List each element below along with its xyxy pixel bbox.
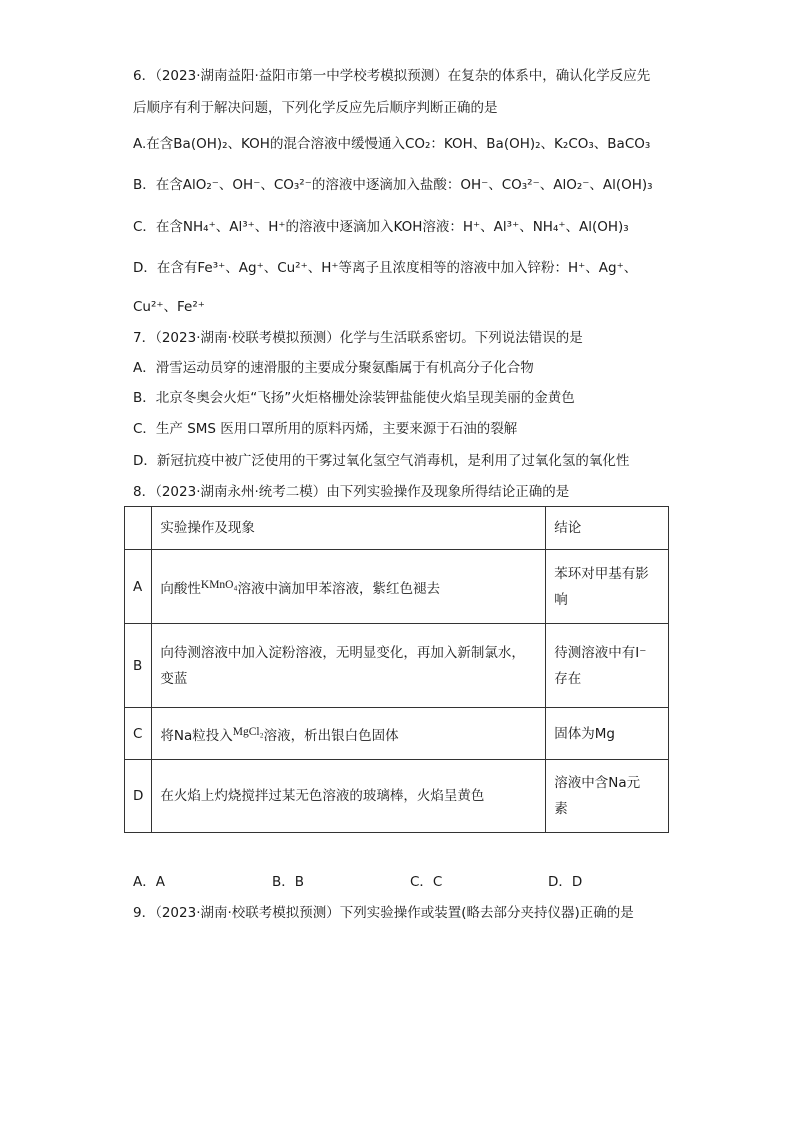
table-row	[125, 624, 669, 708]
q9-stem: 9．（2023·湖南·校联考模拟预测）下列实验操作或装置(略去部分夹持仪器)正确的是	[133, 905, 634, 921]
header-conclusion: 结论	[546, 507, 669, 550]
op-text-line-1: 向待测溶液中加入淀粉溶液，无明显变化，再加入新制氯水，	[160, 644, 525, 661]
q8-table	[124, 506, 669, 833]
row-conclusion	[546, 624, 669, 708]
q6-option-b: B．在含AlO₂⁻、OH⁻、CO₃²⁻的溶液中逐滴加入盐酸：OH⁻、CO₃²⁻、AlO₂⁻、Al(OH)₃	[133, 177, 653, 193]
table-row	[125, 550, 669, 624]
row-operation	[152, 624, 546, 708]
conclusion-line-1: 固体为Mg	[554, 725, 615, 742]
conclusion-line-2: 存在	[554, 670, 582, 687]
choice-d[interactable]: D．D	[548, 874, 583, 890]
q6-option-d-line-1: D．在含有Fe³⁺、Ag⁺、Cu²⁺、H⁺等离子且浓度相等的溶液中加入锌粉：H⁺、Ag⁺、	[133, 260, 638, 276]
table-row	[125, 760, 669, 833]
op-text-pre: 将Na粒投入	[160, 727, 233, 744]
row-operation	[152, 550, 546, 624]
table-header-row	[125, 507, 669, 550]
q6-option-c: C．在含NH₄⁺、Al³⁺、H⁺的溶液中逐滴加入KOH溶液：H⁺、Al³⁺、NH₄⁺、Al(OH)₃	[133, 219, 629, 235]
row-operation	[152, 708, 546, 760]
row-operation: 在火焰上灼烧搅拌过某无色溶液的玻璃棒，火焰呈黄色	[152, 760, 546, 833]
choice-a[interactable]: A．A	[133, 874, 165, 890]
q7-stem: 7．（2023·湖南·校联考模拟预测）化学与生活联系密切。下列说法错误的是	[133, 330, 583, 346]
q7-option-c: C．生产 SMS 医用口罩所用的原料丙烯，主要来源于石油的裂解	[133, 421, 518, 437]
op-formula: MgCl₂	[232, 725, 264, 738]
choice-c[interactable]: C．C	[410, 874, 443, 890]
row-label: C	[125, 708, 152, 760]
header-operation: 实验操作及现象	[152, 507, 546, 550]
conclusion-line-1: 苯环对甲基有影	[554, 565, 649, 582]
row-conclusion	[546, 550, 669, 624]
conclusion-line-2: 响	[554, 591, 568, 608]
op-text-post: 溶液中滴加甲苯溶液，紫红色褪去	[237, 580, 441, 597]
op-text-post: 溶液，析出银白色固体	[263, 727, 399, 744]
row-label: D	[125, 760, 152, 833]
q6-stem-line-1: 6．（2023·湖南益阳·益阳市第一中学校考模拟预测）在复杂的体系中，确认化学反应先	[133, 68, 651, 84]
conclusion-line-1: 待测溶液中有I⁻	[554, 644, 647, 661]
q7-option-b: B．北京冬奥会火炬“飞扬”火炬格栅处涂装钾盐能使火焰呈现美丽的金黄色	[133, 390, 575, 406]
choice-b[interactable]: B．B	[272, 874, 305, 890]
header-label-cell	[125, 507, 152, 550]
op-text-line-2: 变蓝	[160, 670, 188, 687]
table-row	[125, 708, 669, 760]
q6-option-a: A.在含Ba(OH)₂、KOH的混合溶液中缓慢通入CO₂：KOH、Ba(OH)₂、K₂CO₃、BaCO₃	[133, 136, 651, 152]
row-conclusion	[546, 708, 669, 760]
conclusion-line-2: 素	[554, 801, 568, 817]
q6-stem-line-2: 后顺序有利于解决问题，下列化学反应先后顺序判断正确的是	[133, 100, 498, 116]
conclusion-line-1: 溶液中含Na元	[554, 775, 641, 791]
q6-option-d-line-2: Cu²⁺、Fe²⁺	[133, 299, 205, 315]
q7-option-d: D．新冠抗疫中被广泛使用的干雾过氧化氢空气消毒机，是利用了过氧化氢的氧化性	[133, 453, 630, 469]
op-formula: KMnO₄	[200, 578, 238, 591]
q7-option-a: A．滑雪运动员穿的速滑服的主要成分聚氨酯属于有机高分子化合物	[133, 360, 534, 376]
q8-stem: 8．（2023·湖南永州·统考二模）由下列实验操作及现象所得结论正确的是	[133, 484, 570, 500]
op-text-pre: 向酸性	[160, 580, 201, 597]
row-label: B	[125, 624, 152, 708]
row-label: A	[125, 550, 152, 624]
row-conclusion	[546, 760, 669, 833]
